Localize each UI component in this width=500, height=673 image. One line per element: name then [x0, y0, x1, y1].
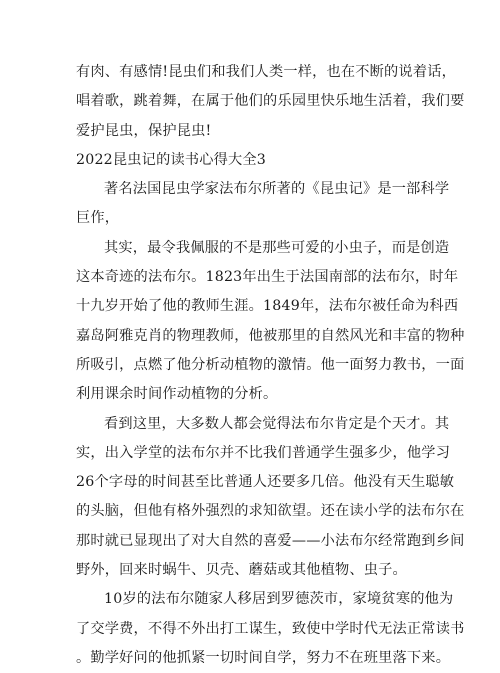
- text-line: 实，出入学堂的法布尔并不比我们普通学生强多少，他学习: [76, 444, 451, 461]
- text-line: 嘉岛阿雅克肖的物理教师，他被那里的自然风光和丰富的物种: [76, 327, 465, 344]
- text-line: 爱护昆虫，保护昆虫!: [76, 122, 212, 139]
- text-line: 这本奇迹的法布尔。1823年出生于法国南部的法布尔，时年: [76, 269, 459, 286]
- text-line: 利用课余时间作动植物的分析。: [76, 386, 278, 403]
- text-line: 看到这里，大多数人都会觉得法布尔肯定是个天才。其: [104, 415, 450, 432]
- text-line: 了交学费，不得不外出打工谋生，致使中学时代无法正常读书: [76, 620, 465, 637]
- text-line: 所吸引，点燃了他分析动植物的激情。他一面努力教书，一面: [76, 356, 465, 373]
- section-heading: 2022昆虫记的读书心得大全3: [76, 151, 267, 168]
- text-line: 著名法国昆虫学家法布尔所著的《昆虫记》是一部科学: [104, 181, 450, 198]
- text-line: 唱着歌，跳着舞，在属于他们的乐园里快乐地生活着，我们要: [76, 93, 465, 110]
- text-line: 10岁的法布尔随家人移居到罗德茨市，家境贫寒的他为: [104, 591, 454, 608]
- text-line: 野外，回来时蜗牛、贝壳、蘑菇或其他植物、虫子。: [76, 562, 407, 579]
- text-line: 有肉、有感情!昆虫们和我们人类一样，也在不断的说着话，: [76, 64, 456, 80]
- text-line: 十九岁开始了他的教师生涯。1849年，法布尔被任命为科西: [76, 298, 459, 315]
- text-line: 。勤学好问的他抓紧一切时间自学，努力不在班里落下来。: [76, 649, 451, 666]
- text-line: 其实，最令我佩服的不是那些可爱的小虫子，而是创造: [104, 239, 450, 256]
- text-line: 巨作，: [76, 210, 120, 227]
- text-line: 那时就已显现出了对大自然的喜爱——小法布尔经常跑到乡间: [76, 532, 465, 549]
- document-body: [76, 58, 465, 673]
- text-line: 的头脑，但他有格外强烈的求知欲望。还在读小学的法布尔在: [76, 503, 465, 520]
- text-line: 26个字母的时间甚至比普通人还要多几倍。他没有天生聪敏: [76, 474, 455, 491]
